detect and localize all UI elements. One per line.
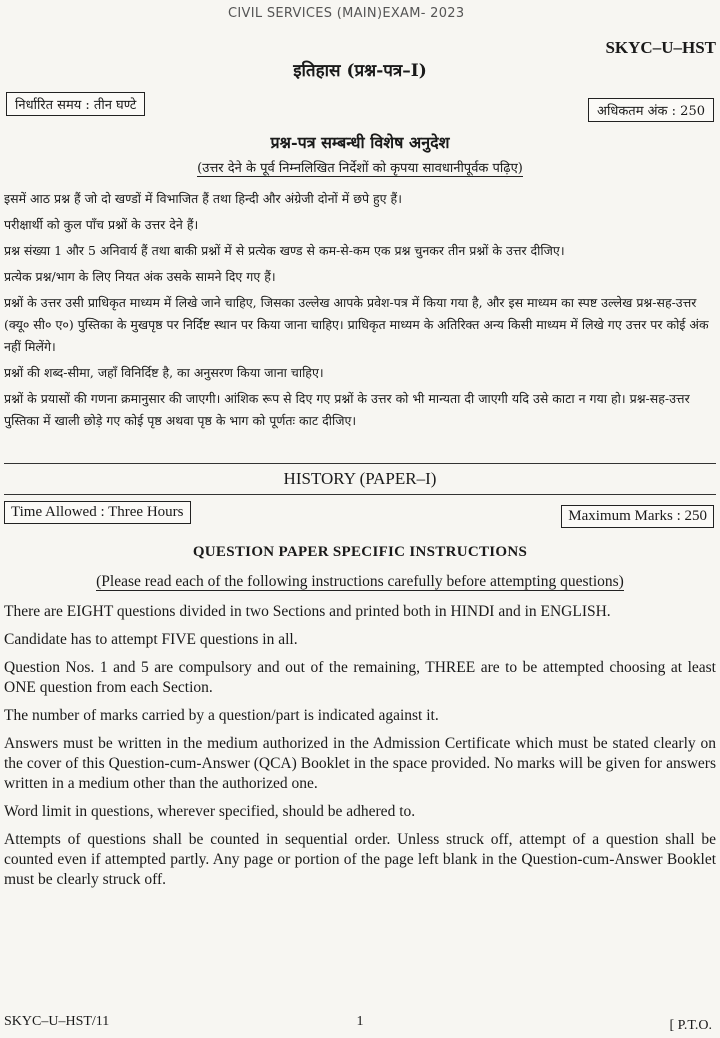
hindi-max-marks-box: अधिकतम अंक : 250 [588, 98, 714, 122]
hindi-instruction: इसमें आठ प्रश्न हैं जो दो खण्डों में विभाजित हैं तथा हिन्दी और अंग्रेजी दोनों में छपे हुए हैं। [4, 191, 402, 206]
english-time-allowed-box: Time Allowed : Three Hours [4, 501, 191, 524]
english-instruction: There are EIGHT questions divided in two Sections and printed both in HINDI and in ENGLISH. [4, 603, 611, 620]
english-instruction: The number of marks carried by a question/part is indicated against it. [4, 707, 439, 724]
hindi-instruction: प्रत्येक प्रश्न/भाग के लिए नियत अंक उसके सामने दिए गए हैं। [4, 269, 276, 284]
english-subheading-text: (Please read each of the following instructions carefully before attempting questions) [96, 573, 624, 590]
hindi-instructions-subheading [0, 158, 720, 176]
hindi-instruction: प्रश्न संख्या 1 और 5 अनिवार्य हैं तथा बाकी प्रश्नों में से प्रत्येक खण्ड से कम-से-कम एक प्रश्न चुनकर तीन प्रश्नों के उत्तर दीजिए। [4, 243, 565, 258]
english-max-marks-box: Maximum Marks : 250 [561, 505, 714, 528]
section-divider [4, 494, 716, 495]
hindi-paper-title: इतिहास (प्रश्न-पत्र–I) [293, 61, 427, 81]
english-instruction: Answers must be written in the medium authorized in the Admission Certificate which must be stated clearly on the cover of this Question-cum-Answer (QCA) Booklet in the space provided. No marks will be given for answers written in a medium other than the authorized one. [4, 735, 716, 792]
english-instructions-subheading [0, 573, 720, 591]
please-turn-over: [ P.T.O. [669, 1018, 712, 1033]
hindi-instruction: प्रश्नों के प्रयासों की गणना क्रमानुसार की जाएगी। आंशिक रूप से दिए गए प्रश्नों के उत्तर को भी मान्यता दी जाएगी यदि उसे काटा न गया हो। प्रश्न-सह-उत्तर पुस्तिका में खाली छोड़े गए कोई पृष्ठ अथवा पृष्ठ के भाग को पूर्णतः काट दीजिए। [4, 391, 690, 428]
english-instructions-list [4, 602, 716, 898]
hindi-instructions-list [4, 188, 716, 436]
english-instructions-heading: QUESTION PAPER SPECIFIC INSTRUCTIONS [192, 544, 528, 560]
hindi-instruction: प्रश्नों के उत्तर उसी प्राधिकृत माध्यम में लिखे जाने चाहिए, जिसका उल्लेख आपके प्रवेश-पत्र में किया गया है, और इस माध्यम का स्पष्ट उल्लेख प्रश्न-सह-उत्तर (क्यू० सी० ए०) पुस्तिका के मुखपृष्ठ पर निर्दिष्ट स्थान पर किया जाना चाहिए। प्राधिकृत माध्यम के अतिरिक्त अन्य किसी माध्यम में लिखे गए उत्तर पर कोई अंक नहीं मिलेंगे। [4, 295, 709, 354]
hindi-time-allowed-box: निर्धारित समय : तीन घण्टे [6, 92, 145, 116]
paper-code: SKYC–U–HST [605, 38, 716, 57]
english-instruction: Word limit in questions, wherever specified, should be adhered to. [4, 803, 416, 820]
english-instruction: Candidate has to attempt FIVE questions in all. [4, 631, 298, 648]
footer-paper-code: SKYC–U–HST/11 [4, 1014, 110, 1029]
exam-stamp: CIVIL SERVICES (MAIN)EXAM- 2023 [228, 6, 465, 21]
english-paper-title: HISTORY (PAPER–I) [283, 469, 437, 488]
hindi-instruction: परीक्षार्थी को कुल पाँच प्रश्नों के उत्तर देने हैं। [4, 217, 199, 232]
section-divider [4, 463, 716, 464]
hindi-subheading-text: (उत्तर देने के पूर्व निम्नलिखित निर्देशों को कृपया सावधानीपूर्वक पढ़िए) [197, 161, 523, 176]
english-instruction: Question Nos. 1 and 5 are compulsory and out of the remaining, THREE are to be attempted choosing at least ONE question from each Section. [4, 659, 716, 696]
english-instruction: Attempts of questions shall be counted in sequential order. Unless struck off, attempt of a question shall be counted even if attempted partly. Any page or portion of the page left blank in the Question-cum-Answer Booklet must be clearly struck off. [4, 831, 716, 888]
hindi-instructions-heading: प्रश्न-पत्र सम्बन्धी विशेष अनुदेश [270, 133, 450, 152]
hindi-instruction: प्रश्नों की शब्द-सीमा, जहाँ विनिर्दिष्ट है, का अनुसरण किया जाना चाहिए। [4, 365, 324, 380]
page-number: 1 [356, 1014, 364, 1029]
